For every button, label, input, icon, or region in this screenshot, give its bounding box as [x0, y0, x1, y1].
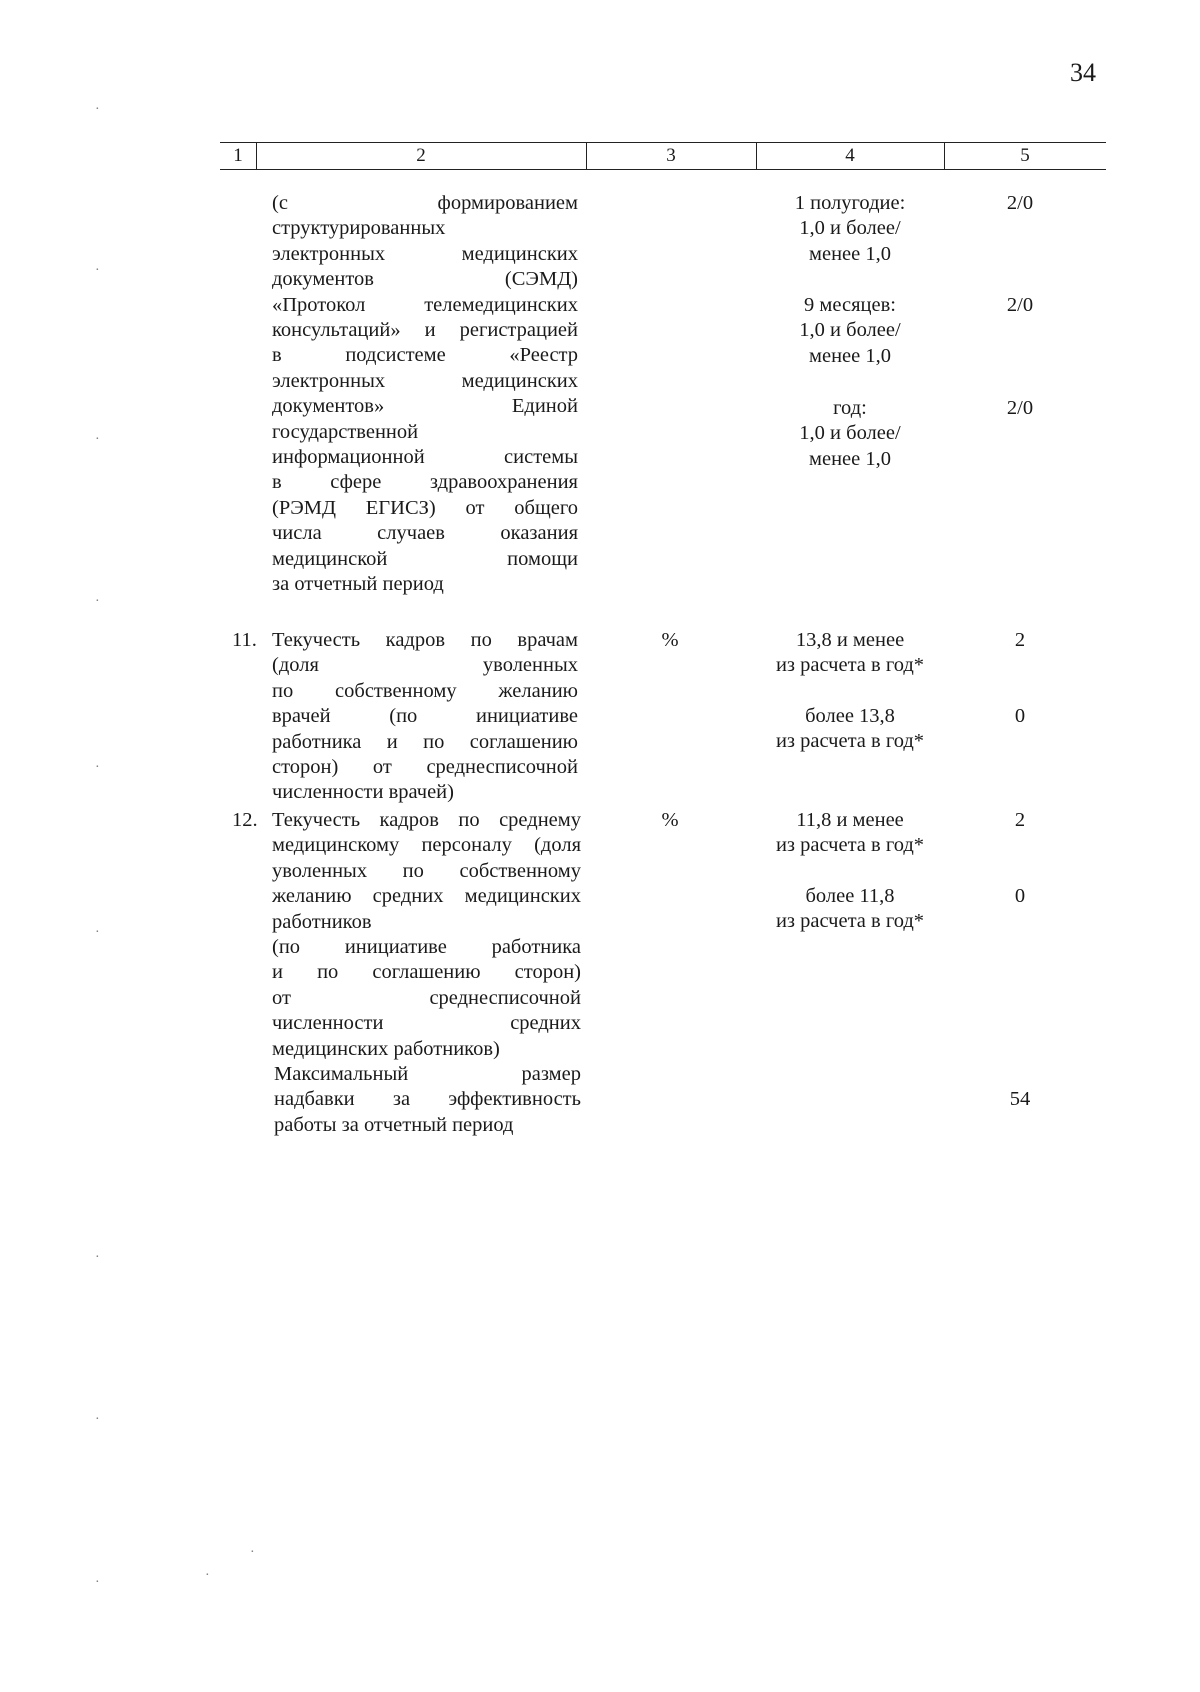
text-line: надбавки за эффективность — [274, 1088, 581, 1111]
scan-speck: · — [95, 1575, 100, 1590]
scan-speck: · — [95, 263, 100, 278]
text-line: в сфере здравоохранения — [272, 471, 578, 494]
text-line: информационной системы — [272, 446, 578, 469]
text-line: в подсистеме «Реестр — [272, 344, 578, 367]
text-line: числа случаев оказания — [272, 522, 578, 545]
text-line: электронных медицинских — [272, 242, 578, 265]
text-line: «Протокол телемедицинских — [272, 293, 578, 316]
row-12-score-1: 2 — [1014, 809, 1026, 831]
row-12-criteria-1: 11,8 и менее из расчета в год* — [775, 809, 925, 857]
text-line: медицинских работников) — [272, 1037, 500, 1060]
continued-criteria-1: 1 полугодие: 1,0 и более/ менее 1,0 — [794, 192, 906, 265]
continued-score-2: 2/0 — [1006, 294, 1034, 316]
row-11-criteria-1: 13,8 и менее из расчета в год* — [775, 629, 925, 677]
header-col-3: 3 — [666, 145, 676, 166]
text-line: Текучесть кадров по врачам — [272, 629, 578, 651]
text-line: численности средних — [272, 1012, 581, 1035]
text-line: (РЭМД ЕГИСЗ) от общего — [272, 496, 578, 519]
continued-score-1: 2/0 — [1006, 192, 1034, 214]
row-11-score-1: 2 — [1014, 629, 1026, 651]
row-12-score-2: 0 — [1014, 885, 1026, 907]
row-12-indicator-text — [272, 808, 581, 1062]
scan-speck: · — [95, 1250, 100, 1265]
text-line: численности врачей) — [272, 781, 454, 804]
text-line: Максимальный размер — [274, 1063, 581, 1085]
max-bonus-text — [274, 1062, 581, 1138]
text-line: (доля уволенных — [272, 654, 578, 677]
scan-speck: · — [95, 925, 100, 940]
continued-criteria-3: год: 1,0 и более/ менее 1,0 — [799, 397, 901, 470]
row-12-unit: % — [661, 809, 679, 831]
continued-criteria-2: 9 месяцев: 1,0 и более/ менее 1,0 — [799, 294, 901, 367]
text-line: медицинскому персоналу (доля — [272, 834, 581, 857]
header-col-1: 1 — [233, 145, 243, 166]
row-11-number: 11. — [232, 629, 257, 651]
text-line: электронных медицинских — [272, 369, 578, 392]
row-12-number: 12. — [232, 809, 258, 831]
text-line: врачей (по инициативе — [272, 705, 578, 728]
text-line: медицинской помощи — [272, 547, 578, 570]
row-11-score-2: 0 — [1014, 705, 1026, 727]
text-line: работника и по соглашению — [272, 730, 578, 753]
header-col-2: 2 — [416, 145, 426, 166]
scan-speck: · — [95, 594, 100, 609]
text-line: (по инициативе работника — [272, 936, 581, 959]
header-col-4: 4 — [845, 145, 855, 166]
max-bonus-value: 54 — [1009, 1088, 1031, 1110]
scan-speck: · — [95, 432, 100, 447]
text-line: по собственному желанию — [272, 679, 578, 702]
continued-indicator-text — [272, 191, 578, 598]
text-line: сторон) от среднесписочной — [272, 756, 578, 779]
text-line: и по соглашению сторон) — [272, 961, 581, 984]
continued-score-3: 2/0 — [1006, 397, 1034, 419]
text-line: структурированных — [272, 217, 446, 240]
text-line: уволенных по собственному — [272, 859, 581, 882]
text-line: (с формированием — [272, 192, 578, 214]
table-header-row — [220, 142, 1106, 170]
scan-speck: · — [95, 760, 100, 775]
scan-speck: · — [250, 1545, 255, 1560]
text-line: за отчетный период — [272, 573, 444, 596]
row-11-indicator-text — [272, 628, 578, 806]
text-line: желанию средних медицинских — [272, 885, 581, 908]
text-line: государственной — [272, 420, 419, 443]
text-line: документов (СЭМД) — [272, 268, 578, 291]
text-line: документов» Единой — [272, 395, 578, 418]
page-number: 34 — [1070, 58, 1096, 87]
row-11-criteria-2: более 13,8 из расчета в год* — [775, 705, 925, 753]
text-line: работы за отчетный период — [274, 1113, 514, 1136]
header-col-5: 5 — [1020, 145, 1030, 166]
text-line: Текучесть кадров по среднему — [272, 809, 581, 831]
text-line: консультаций» и регистрацией — [272, 319, 578, 342]
text-line: работников — [272, 910, 372, 933]
scan-speck: · — [95, 102, 100, 117]
scan-speck: · — [205, 1568, 210, 1583]
text-line: от среднесписочной — [272, 986, 581, 1009]
scan-speck: · — [95, 1412, 100, 1427]
row-12-criteria-2: более 11,8 из расчета в год* — [775, 885, 925, 933]
row-11-unit: % — [661, 629, 679, 651]
